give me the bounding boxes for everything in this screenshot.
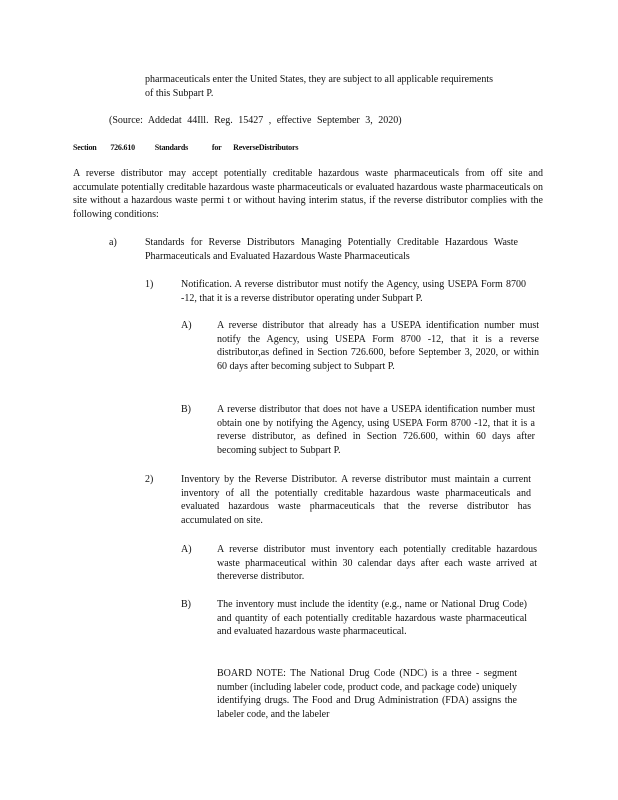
item-2b-text: The inventory must include the identity (e.g., name or National Drug Code) and quantity of each potentially creditable hazardous waste pharmaceutical and evaluated hazardous waste pharmaceutical. — [217, 599, 527, 638]
section-title-word: for — [211, 143, 222, 152]
section-heading — [73, 141, 333, 155]
item-label-2: 2) — [145, 474, 154, 485]
section-title-word: ReverseDistributors — [233, 143, 299, 152]
item-1-text: Notification. A reverse distributor must notify the Agency, using USEPA Form 8700 -12, that it is a reverse distributor operating under Subpart P. — [181, 279, 526, 304]
section-title-word: Standards — [154, 143, 189, 152]
intro-paragraph: A reverse distributor may accept potentially creditable hazardous waste pharmaceuticals from off site and accumulate potentially creditable hazardous waste pharmaceuticals or evaluated hazardous waste pharmaceuticals on site without a hazardous waste permi t or without having interim status, if the reverse distributor complies with the following conditions: — [73, 168, 543, 220]
section-label: Section — [73, 143, 97, 152]
item-a-text: Standards for Reverse Distributors Managing Potentially Creditable Hazardous Waste Pharmaceuticals and Evaluated Hazardous Waste Pharmaceuticals — [145, 237, 518, 262]
item-label-1: 1) — [145, 279, 154, 290]
item-label-2b: B) — [181, 599, 191, 610]
section-number: 726.610 — [110, 143, 135, 152]
source-note: (Source: Addedat 44Ill. Reg. 15427 , effective September 3, 2020) — [109, 115, 402, 126]
board-note: BOARD NOTE: The National Drug Code (NDC) is a three - segment number (including labeler code, product code, and package code) uniquely identifying drugs. The Food and Drug Administration (FDA) assigns the labeler code, and the labeler — [217, 668, 517, 720]
item-label-1b: B) — [181, 404, 191, 415]
item-2-text: Inventory by the Reverse Distributor. A reverse distributor must maintain a current inventory of all the potentially creditable hazardous waste pharmaceuticals and evaluated hazardous waste pharmaceuticals that the reverse distributor has accumulated on site. — [181, 474, 531, 526]
continuation-paragraph: pharmaceuticals enter the United States, they are subject to all applicable requirements of this Subpart P. — [145, 74, 493, 99]
item-1a-text: A reverse distributor that already has a USEPA identification number must notify the Agency, using USEPA Form 8700 -12, that it is a reverse distributor,as defined in Section 726.600, before September 3, 2020, or within 60 days after becoming subject to Subpart P. — [217, 320, 539, 372]
item-label-2a: A) — [181, 544, 192, 555]
item-1b-text: A reverse distributor that does not have a USEPA identification number must obtain one by notifying the Agency, using USEPA Form 8700 -12, that it is a reverse distributor, as defined in Section 726.600, within 60 days after becoming subject to Subpart P. — [217, 404, 535, 456]
item-2a-text: A reverse distributor must inventory each potentially creditable hazardous waste pharmaceutical within 30 calendar days after each waste arrived at thereverse distributor. — [217, 544, 537, 583]
item-label-a: a) — [109, 237, 117, 248]
item-label-1a: A) — [181, 320, 192, 331]
